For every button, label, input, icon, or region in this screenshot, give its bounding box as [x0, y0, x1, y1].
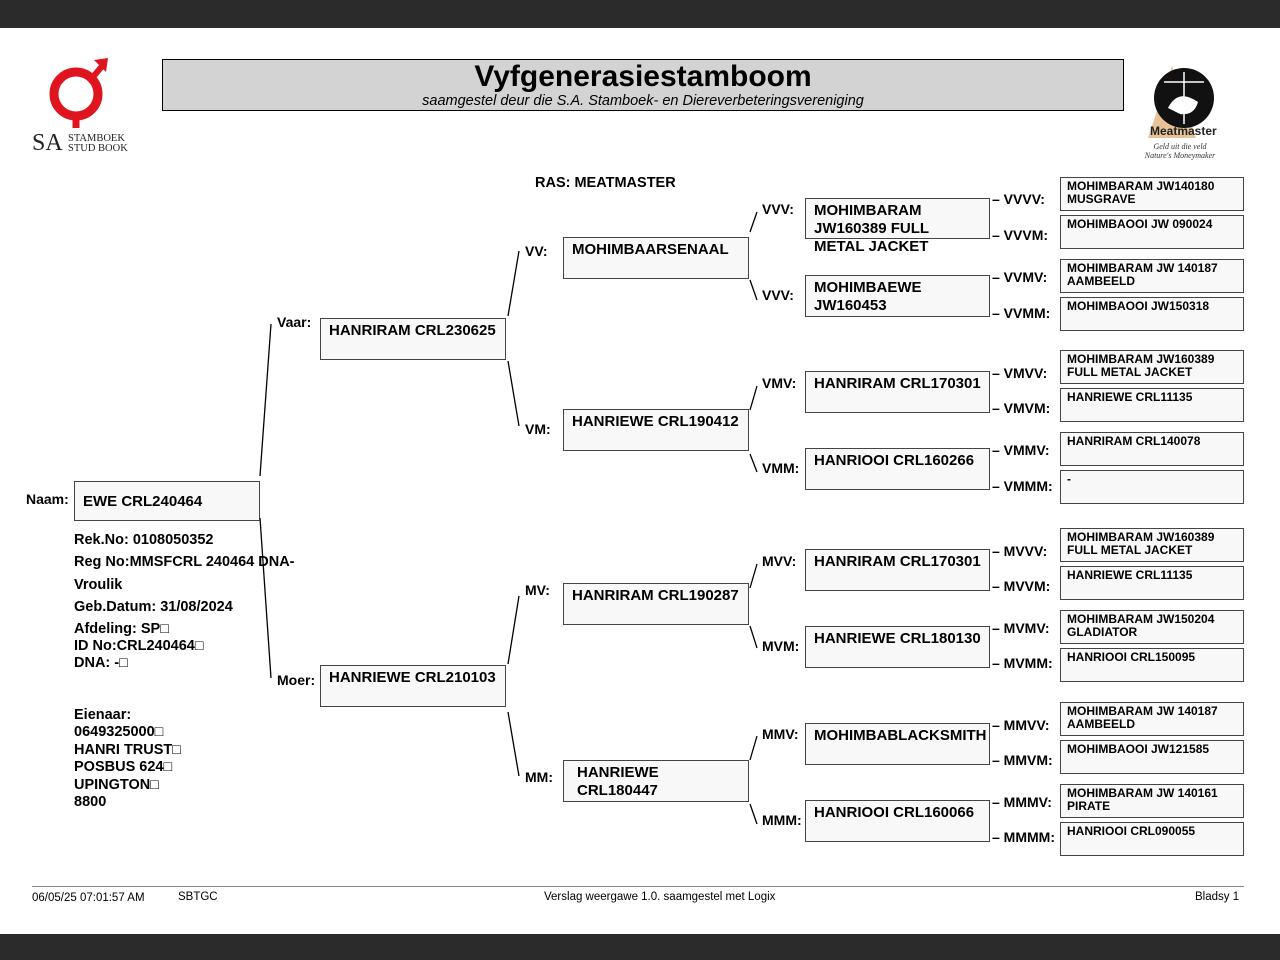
footer-datetime: 06/05/25 07:01:57 AM: [32, 892, 145, 904]
gen5-label: – VMVM:: [992, 400, 1051, 416]
gen5-box: [1060, 297, 1244, 331]
logo-brand-text: Meatmaster: [1150, 124, 1217, 138]
gen5-label: – VVMV:: [992, 269, 1048, 285]
viewer-bottom-bar: [0, 934, 1280, 960]
mm-name: HANRIEWE CRL180447: [577, 764, 659, 799]
gen5-name: HANRIEWE CRL11135: [1067, 568, 1193, 582]
id-no: ID No:CRL240464□: [74, 638, 204, 654]
vm-label: VM:: [525, 421, 551, 437]
gen5-name: MOHIMBARAM JW 140161 PIRATE: [1067, 786, 1218, 813]
gen4-label: VVV:: [762, 287, 794, 303]
gen5-label: – MVMM:: [992, 655, 1053, 671]
vm-box: [563, 409, 749, 451]
gen4-name: MOHIMBABLACKSMITH: [814, 727, 987, 744]
gen5-box: [1060, 259, 1244, 293]
footer-report: Verslag weergawe 1.0. saamgestel met Logix: [544, 891, 776, 903]
gen5-name: MOHIMBARAM JW 140187 AAMBEELD: [1067, 261, 1218, 288]
sire-name: HANRIRAM CRL230625: [329, 322, 496, 339]
gen5-box: [1060, 215, 1244, 249]
gen5-label: – VVVV:: [992, 191, 1045, 207]
gen4-label: MMV:: [762, 726, 799, 742]
reg-no: Reg No:MMSFCRL 240464 DNA-: [74, 554, 295, 570]
gen5-box: [1060, 740, 1244, 774]
birth-date: Geb.Datum: 31/08/2024: [74, 599, 233, 615]
gen5-label: – MMMM:: [992, 829, 1055, 845]
gen5-label: – VVMM:: [992, 305, 1051, 321]
logo-tagline: Geld uit die veld Nature's Moneymaker: [1144, 142, 1216, 160]
owner-line: UPINGTON□: [74, 777, 160, 793]
gen4-box: [805, 275, 990, 317]
gen5-box: [1060, 784, 1244, 818]
gen5-label: – VMMM:: [992, 478, 1053, 494]
dam-name: HANRIEWE CRL210103: [329, 669, 496, 686]
gen5-name: MOHIMBARAM JW160389 FULL METAL JACKET: [1067, 352, 1215, 379]
mv-label: MV:: [525, 582, 550, 598]
naam-label: Naam:: [26, 491, 69, 507]
gen5-box: [1060, 350, 1244, 384]
gen5-label: – MVVM:: [992, 578, 1051, 594]
gen5-name: MOHIMBAOOI JW121585: [1067, 742, 1210, 756]
footer-divider: [32, 886, 1244, 887]
gen4-label: VMV:: [762, 375, 797, 391]
gen4-box: [805, 371, 990, 413]
gen5-box: [1060, 432, 1244, 466]
footer-page-number: Bladsy 1: [1195, 891, 1240, 903]
gen4-box: [805, 800, 990, 842]
owner-line: 8800: [74, 794, 107, 810]
gen5-label: – MMVV:: [992, 717, 1050, 733]
breed-label: RAS: MEATMASTER: [535, 175, 676, 191]
mm-box: [563, 760, 749, 802]
gen5-name: MOHIMBARAM JW 140187 AAMBEELD: [1067, 704, 1218, 731]
gen4-label: MMM:: [762, 812, 802, 828]
gen5-label: – VMVV:: [992, 365, 1048, 381]
gen5-name: HANRIRAM CRL140078: [1067, 434, 1201, 448]
gen5-label: – MVMV:: [992, 620, 1050, 636]
gen4-box: [805, 198, 990, 255]
gen4-box: [805, 448, 990, 490]
gen4-name: HANRIEWE CRL180130: [814, 630, 981, 647]
gen5-name: HANRIOOI CRL090055: [1067, 824, 1196, 838]
gen5-name: MOHIMBARAM JW140180 MUSGRAVE: [1067, 179, 1215, 206]
gen5-box: [1060, 388, 1244, 422]
afdeling: Afdeling: SP□: [74, 621, 169, 637]
gen5-name: HANRIOOI CRL150095: [1067, 650, 1196, 664]
gen5-box: [1060, 566, 1244, 600]
mv-name: HANRIRAM CRL190287: [572, 587, 739, 604]
animal-name: EWE CRL240464: [83, 493, 203, 510]
gen4-name: HANRIOOI CRL160266: [814, 452, 975, 469]
gen5-box: [1060, 702, 1244, 736]
dam-box: [320, 665, 506, 707]
mv-box: [563, 583, 749, 625]
gen4-label: MVM:: [762, 638, 800, 654]
mm-label: MM:: [525, 769, 553, 785]
moer-label: Moer:: [277, 672, 316, 688]
gen5-name: MOHIMBARAM JW150204 GLADIATOR: [1067, 612, 1215, 639]
gen5-label: – MVVV:: [992, 543, 1048, 559]
gen5-box: [1060, 822, 1244, 856]
gen5-name: -: [1067, 472, 1071, 486]
logo-sa-text: SA: [32, 130, 63, 156]
footer-code: SBTGC: [178, 891, 218, 903]
vaar-label: Vaar:: [277, 314, 312, 330]
gen5-label: – VMMV:: [992, 442, 1050, 458]
gen4-name: MOHIMBAEWE JW160453: [814, 279, 922, 314]
owner-line: 0649325000□: [74, 724, 164, 740]
gen5-box: [1060, 528, 1244, 562]
owner-line: Eienaar:: [74, 707, 132, 723]
owner-line: HANRI TRUST□: [74, 742, 182, 758]
pedigree-page: [0, 28, 1280, 934]
vv-label: VV:: [525, 243, 548, 259]
gen4-name: HANRIOOI CRL160066: [814, 804, 975, 821]
sire-box: [320, 318, 506, 360]
gen5-label: – VVVM:: [992, 227, 1049, 243]
gender: Vroulik: [74, 577, 123, 593]
gen4-label: VMM:: [762, 460, 800, 476]
gen4-name: MOHIMBARAM JW160389 FULL METAL JACKET: [814, 202, 929, 255]
animal-name-box: [74, 481, 260, 521]
viewer-top-bar: [0, 0, 1280, 28]
rek-no: Rek.No: 0108050352: [74, 532, 214, 548]
gen4-box: [805, 549, 990, 591]
gen4-name: HANRIRAM CRL170301: [814, 553, 981, 570]
gen5-box: [1060, 610, 1244, 644]
gen4-box: [805, 723, 990, 765]
gen5-label: – MMVM:: [992, 752, 1053, 768]
gen4-label: MVV:: [762, 553, 797, 569]
vv-name: MOHIMBAARSENAAL: [572, 241, 729, 258]
gen5-box: [1060, 177, 1244, 211]
logo-stamboek-text: STAMBOEK STUD BOOK: [68, 133, 128, 154]
page-subtitle: saamgestel deur die S.A. Stamboek- en Diereverbeteringsvereniging: [422, 93, 864, 109]
gen5-name: MOHIMBAOOI JW150318: [1067, 299, 1210, 313]
gen5-name: MOHIMBAOOI JW 090024: [1067, 217, 1213, 231]
page-title: Vyfgenerasiestamboom: [474, 60, 812, 93]
gen4-label: VVV:: [762, 201, 794, 217]
gen5-box: [1060, 470, 1244, 504]
dna: DNA: -□: [74, 655, 128, 671]
gen4-name: HANRIRAM CRL170301: [814, 375, 981, 392]
owner-line: POSBUS 624□: [74, 759, 173, 775]
gen5-name: HANRIEWE CRL11135: [1067, 390, 1193, 404]
vv-box: [563, 237, 749, 279]
gen5-name: MOHIMBARAM JW160389 FULL METAL JACKET: [1067, 530, 1215, 557]
gen5-box: [1060, 648, 1244, 682]
gen5-label: – MMMV:: [992, 794, 1052, 810]
gen4-box: [805, 626, 990, 668]
vm-name: HANRIEWE CRL190412: [572, 413, 739, 430]
